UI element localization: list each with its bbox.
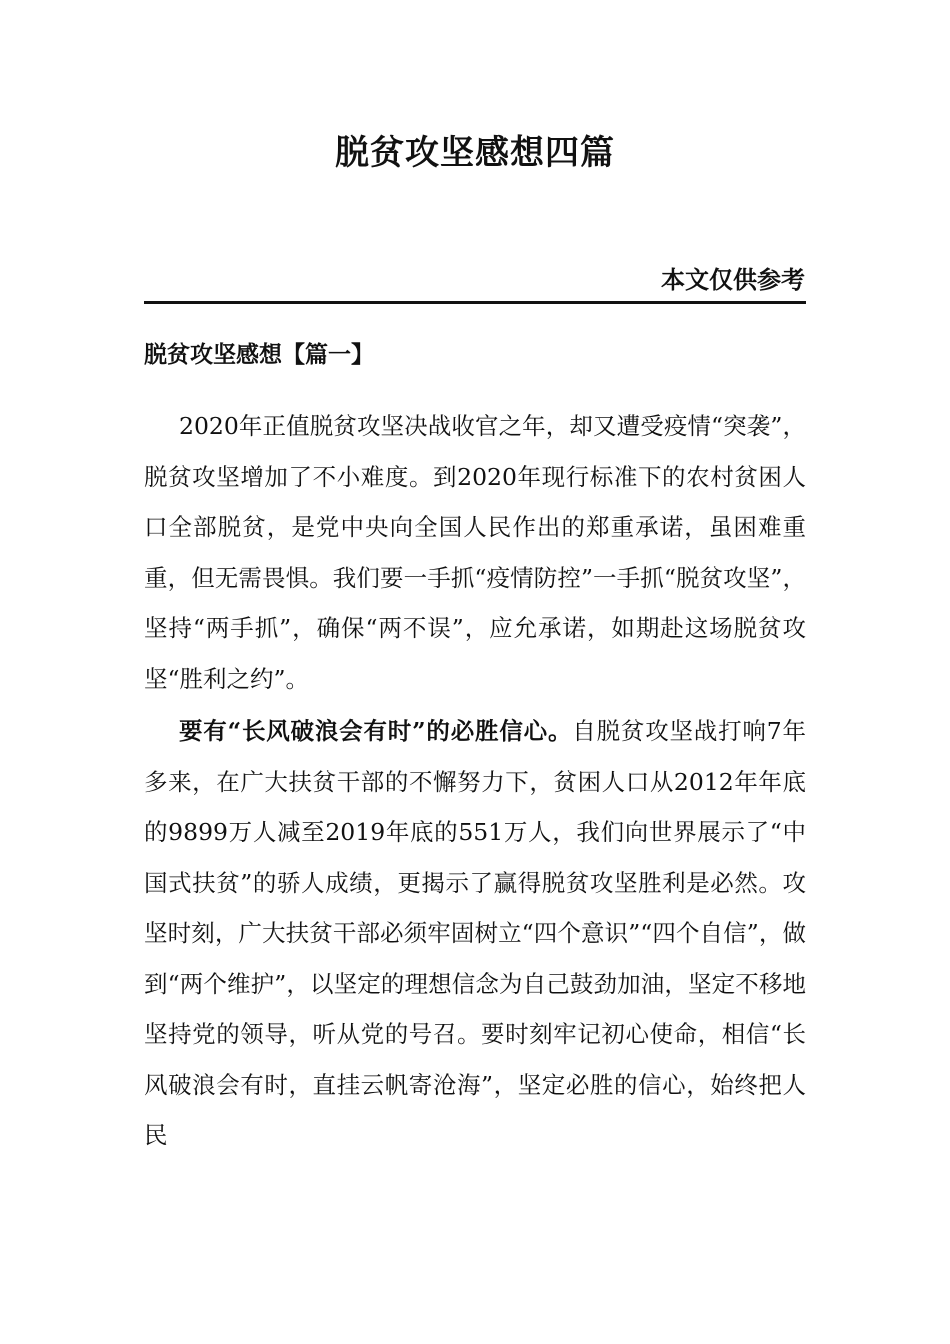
paragraph-1 (144, 401, 806, 704)
section-heading: 脱贫攻坚感想【篇一】 (144, 341, 374, 368)
document-title: 脱贫攻坚感想四篇 (335, 133, 615, 173)
reference-note: 本文仅供参考 (661, 265, 805, 294)
paragraph-2-lead: 要有“长风破浪会有时”的必胜信心。 (179, 717, 573, 745)
paragraph-1-text: 2020年正值脱贫攻坚决战收官之年，却又遭受疫情“突袭”，脱贫攻坚增加了不小难度。到2020年现行标准下的农村贫困人口全部脱贫，是党中央向全国人民作出的郑重承诺，虽困难重重，但无需畏惧。我们要一手抓“疫情防控”一手抓“脱贫攻坚”，坚持“两手抓”，确保“两不误”，应允承诺，如期赴这场脱贫攻坚“胜利之约”。 (144, 412, 806, 693)
header-divider (144, 301, 806, 304)
paragraph-2 (144, 706, 806, 1161)
paragraph-2-text: 自脱贫攻坚战打响7年多来，在广大扶贫干部的不懈努力下，贫困人口从2012年年底的9899万人减至2019年底的551万人，我们向世界展示了“中国式扶贫”的骄人成绩，更揭示了赢得脱贫攻坚胜利是必然。攻坚时刻，广大扶贫干部必须牢固树立“四个意识”“四个自信”，做到“两个维护”，以坚定的理想信念为自己鼓劲加油，坚定不移地坚持党的领导，听从党的号召。要时刻牢记初心使命，相信“长风破浪会有时，直挂云帆寄沧海”，坚定必胜的信心，始终把人民 (144, 717, 806, 1149)
